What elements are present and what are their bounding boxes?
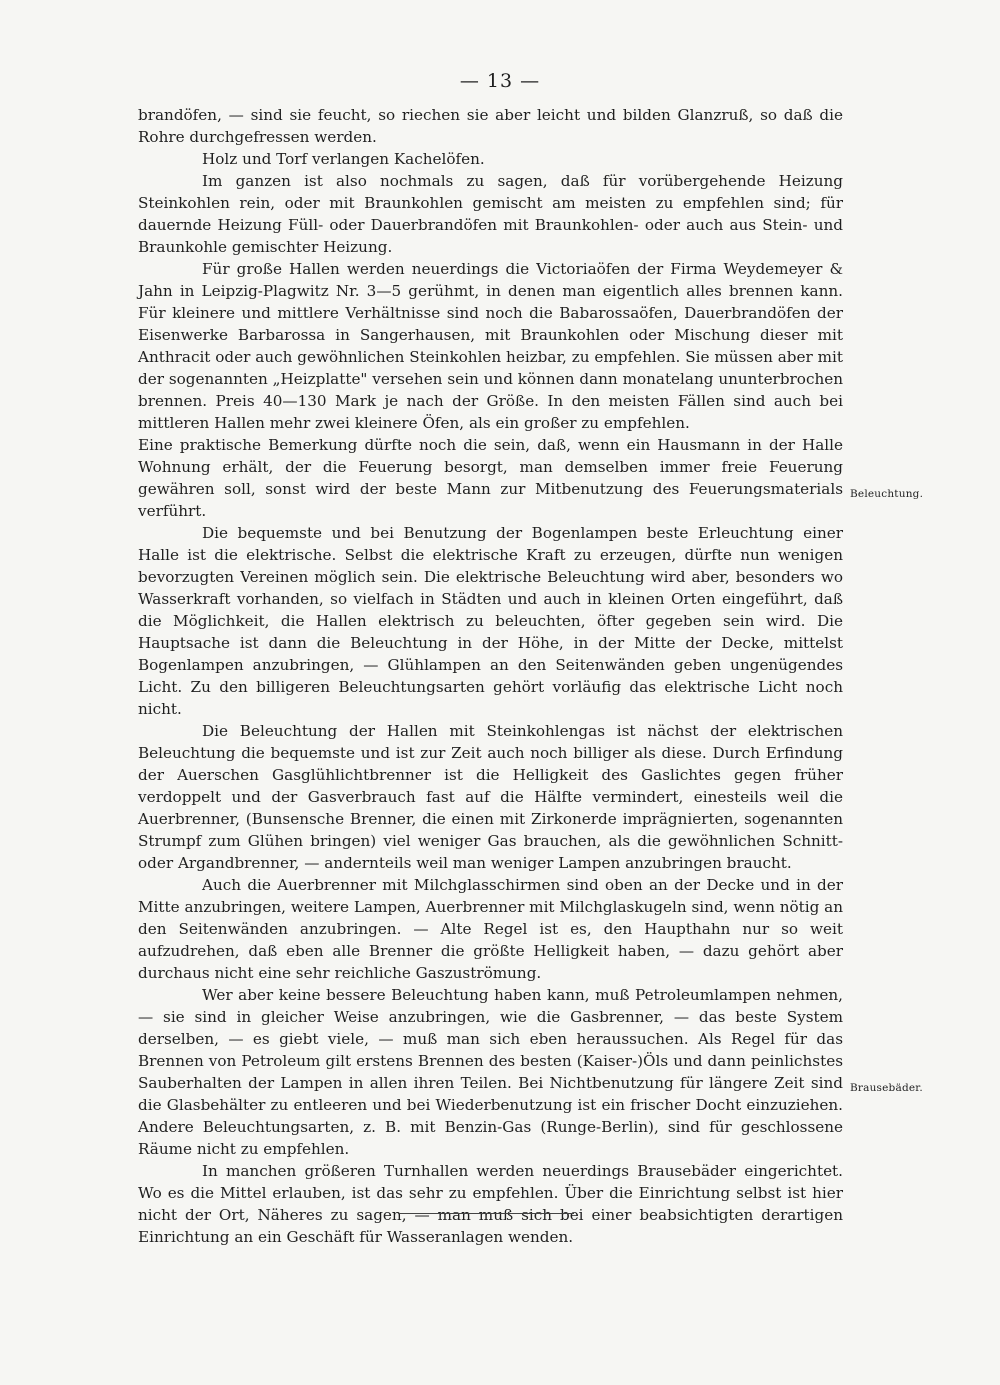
- body-text: [138, 104, 843, 1248]
- end-divider: [398, 1213, 574, 1214]
- paragraph-7: Die Beleuchtung der Hallen mit Steinkohlengas ist nächst der elektrischen Beleuchtung die bequemste und ist zur Zeit auch noch billiger als diese. Durch Erfindung der Auerschen Gasglühlichtbrenner ist die Helligkeit des Gaslichtes gegen früher verdoppelt und der Gasverbrauch fast auf die Hälfte vermindert, einesteils weil die Auerbrenner, (Bunsensche Brenner, die einen mit Zirkonerde imprägnierten, sogenannten Strumpf zum Glühen bringen) viel weniger Gas brauchen, als die gewöhnlichen Schnitt- oder Argandbrenner, — andernteils weil man weniger Lampen anzubringen braucht.: [138, 722, 843, 872]
- paragraph-2: Holz und Torf verlangen Kachelöfen.: [202, 150, 485, 168]
- paragraph-4: Für große Hallen werden neuerdings die Victoriaöfen der Firma Weydemeyer & Jahn in Leipzig-Plagwitz Nr. 3—5 gerühmt, in denen man eigentlich alles brennen kann. Für kleinere und mittlere Verhältnisse sind noch die Babarossaöfen, Dauerbrandöfen der Eisenwerke Barbarossa in Sangerhausen, mit Braunkohlen oder Mischung dieser mit Anthracit oder auch gewöhnlichen Steinkohlen heizbar, zu empfehlen. Sie müssen aber mit der sogenannten „Heizplatte" versehen sein und können dann monatelang ununterbrochen brennen. Preis 40—130 Mark je nach der Größe. In den meisten Fällen sind auch bei mittleren Hallen mehr zwei kleinere Öfen, als ein großer zu empfehlen.: [138, 260, 843, 432]
- paragraph-9: Wer aber keine bessere Beleuchtung haben kann, muß Petroleumlampen nehmen, — sie sind in gleicher Weise anzubringen, wie die Gasbrenner, — das beste System derselben, — es giebt viele, — muß man sich eben heraussuchen. Als Regel für das Brennen von Petroleum gilt erstens Brennen des besten (Kaiser-)Öls und dann peinlichstes Sauberhalten der Lampen in allen ihren Teilen. Bei Nichtbenutzung für längere Zeit sind die Glasbehälter zu entleeren und bei Wiederbenutzung ist ein frischer Docht einzuziehen. Andere Beleuchtungsarten, z. B. mit Benzin-Gas (Runge-Berlin), sind für geschlossene Räume nicht zu empfehlen.: [138, 986, 843, 1158]
- paragraph-1: brandöfen, — sind sie feucht, so riechen sie aber leicht und bilden Glanzruß, so daß die Rohre durchgefressen werden.: [138, 106, 843, 146]
- paragraph-10: In manchen größeren Turnhallen werden neuerdings Brausebäder eingerichtet. Wo es die Mittel erlauben, ist das sehr zu empfehlen. Über die Einrichtung selbst ist hier nicht der Ort, Näheres zu sagen, — man muß sich bei einer beabsichtigten derartigen Einrichtung an ein Geschäft für Wasseranlagen wenden.: [138, 1162, 843, 1246]
- paragraph-6: Die bequemste und bei Benutzung der Bogenlampen beste Erleuchtung einer Halle ist die elektrische. Selbst die elektrische Kraft zu erzeugen, dürfte nun wenigen bevorzugten Vereinen möglich sein. Die elektrische Beleuchtung wird aber, besonders wo Wasserkraft vorhanden, so vielfach in Städten und auch in kleinen Orten eingeführt, daß die Möglichkeit, die Hallen elektrisch zu beleuchten, öfter gegeben sein wird. Die Hauptsache ist dann die Beleuchtung in der Höhe, in der Mitte der Decke, mittelst Bogenlampen anzubringen, — Glühlampen an den Seitenwänden geben ungenügendes Licht. Zu den billigeren Beleuchtungsarten gehört vorläufig das elektrische Licht noch nicht.: [138, 524, 843, 718]
- margin-note-brausebaeder: Brausebäder.: [850, 1082, 923, 1094]
- margin-note-beleuchtung: Beleuchtung.: [850, 488, 924, 500]
- paragraph-8: Auch die Auerbrenner mit Milchglasschirmen sind oben an der Decke und in der Mitte anzubringen, weitere Lampen, Auerbrenner mit Milchglaskugeln sind, wenn nötig an den Seitenwänden anzubringen. — Alte Regel ist es, den Haupthahn nur so weit aufzudrehen, daß eben alle Brenner die größte Helligkeit haben, — dazu gehört aber durchaus nicht eine sehr reichliche Gaszuströmung.: [138, 876, 843, 982]
- page-number: — 13 —: [459, 70, 541, 92]
- paragraph-3: Im ganzen ist also nochmals zu sagen, daß für vorübergehende Heizung Steinkohlen rein, oder mit Braunkohlen gemischt am meisten zu empfehlen sind; für dauernde Heizung Füll- oder Dauerbrandöfen mit Braunkohlen- oder auch aus Stein- und Braunkohle gemischter Heizung.: [138, 172, 843, 256]
- paragraph-5: Eine praktische Bemerkung dürfte noch die sein, daß, wenn ein Hausmann in der Halle Wohnung erhält, der die Feuerung besorgt, man demselben immer freie Feuerung gewähren soll, sonst wird der beste Mann zur Mitbenutzung des Feuerungsmaterials verführt.: [138, 436, 843, 520]
